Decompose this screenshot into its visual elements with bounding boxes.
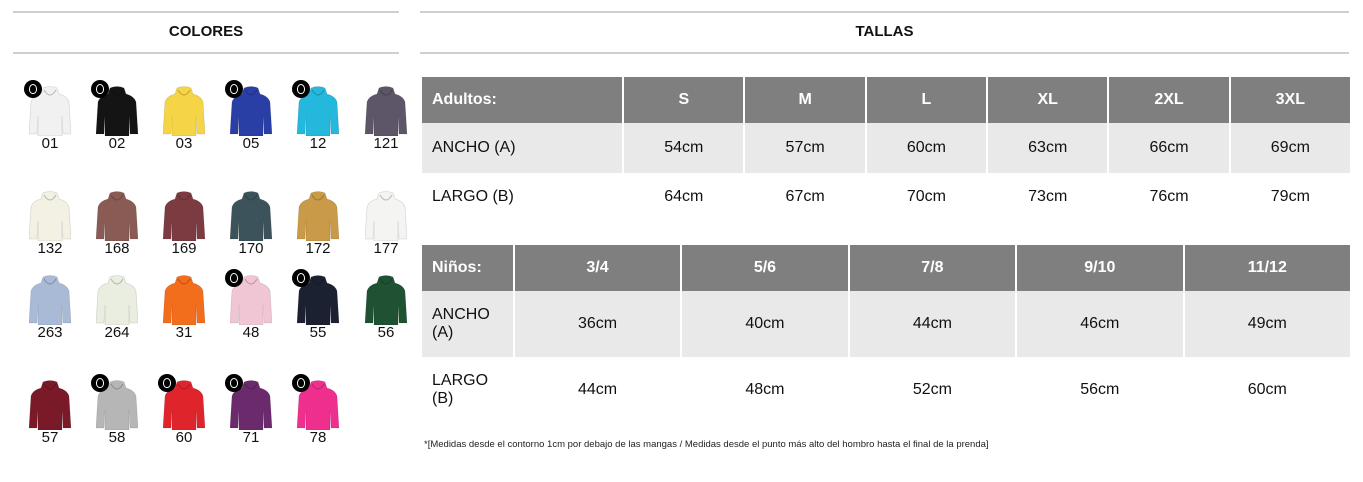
color-code: 58 [108, 429, 126, 446]
hoodie-icon [365, 275, 407, 325]
table-cell: 56cm [1080, 381, 1120, 398]
color-code: 03 [175, 135, 193, 152]
table-cell: 44cm [850, 291, 1015, 357]
color-swatch[interactable] [87, 269, 147, 349]
hoodie-icon [297, 191, 339, 241]
kids-size-badge-icon [225, 80, 243, 98]
kids-size-badge-icon [91, 80, 109, 98]
table-cell: 76cm [1149, 187, 1189, 205]
tallas-title: TALLAS [855, 23, 914, 40]
color-code: 12 [309, 135, 327, 152]
colores-top-rule [13, 11, 399, 13]
table-cell: 54cm [624, 123, 743, 173]
kids-size-7-8: 7/8 [850, 245, 1015, 291]
color-swatch[interactable] [288, 185, 348, 265]
color-code: 168 [104, 240, 130, 257]
table-cell: ANCHO (A) [422, 123, 622, 173]
table-cell: 49cm [1185, 291, 1350, 357]
kids-size-badge-icon [292, 80, 310, 98]
colores-bottom-rule [13, 52, 399, 54]
table-cell: LARGO (B) [432, 372, 489, 407]
table-cell: 73cm [1028, 187, 1068, 205]
kids-ancho-row [422, 291, 1350, 357]
color-code: 56 [377, 324, 395, 341]
color-code: 121 [373, 135, 399, 152]
kids-size-badge-icon [292, 269, 310, 287]
hoodie-icon [163, 86, 205, 136]
color-code: 170 [238, 240, 264, 257]
measurement-note: *[Medidas desde el contorno 1cm por debajo de las mangas / Medidas desde el punto más alto del hombro hasta el final de la prenda] [424, 439, 989, 450]
color-swatch[interactable] [288, 374, 348, 454]
kids-header-label: Niños: [422, 245, 513, 291]
adult-header-row [422, 77, 1350, 123]
hoodie-icon [29, 380, 71, 430]
kids-size-badge-icon [225, 269, 243, 287]
table-cell: 40cm [682, 291, 847, 357]
color-swatch[interactable] [356, 80, 416, 160]
color-swatch[interactable] [20, 269, 80, 349]
tallas-bottom-rule [420, 52, 1349, 54]
table-cell: 48cm [745, 381, 785, 398]
adult-header-label: Adultos: [422, 77, 622, 123]
table-cell: 63cm [988, 123, 1107, 173]
color-swatch[interactable] [221, 185, 281, 265]
table-cell: 46cm [1017, 291, 1182, 357]
adult-size-2xl: 2XL [1109, 77, 1228, 123]
color-code: 169 [171, 240, 197, 257]
color-code: 57 [41, 429, 59, 446]
kids-header-row [422, 245, 1350, 291]
kids-size-badge-icon [292, 374, 310, 392]
color-swatch[interactable] [87, 80, 147, 160]
color-swatch[interactable] [154, 80, 214, 160]
kids-largo-row [422, 357, 1350, 423]
color-swatch[interactable] [288, 80, 348, 160]
color-code: 263 [37, 324, 63, 341]
table-cell: 36cm [515, 291, 680, 357]
color-code: 01 [41, 135, 59, 152]
color-swatch[interactable] [356, 185, 416, 265]
table-cell: LARGO (B) [432, 187, 514, 205]
hoodie-icon [365, 191, 407, 241]
table-cell: 52cm [912, 381, 952, 398]
color-code: 05 [242, 135, 260, 152]
color-code: 02 [108, 135, 126, 152]
tallas-top-rule [420, 11, 1349, 13]
color-code: 177 [373, 240, 399, 257]
hoodie-icon [230, 191, 272, 241]
color-code: 71 [242, 429, 260, 446]
color-swatch[interactable] [154, 269, 214, 349]
color-swatch[interactable] [221, 80, 281, 160]
color-swatch[interactable] [221, 269, 281, 349]
color-code: 55 [309, 324, 327, 341]
adult-size-3xl: 3XL [1231, 77, 1350, 123]
kids-size-9-10: 9/10 [1017, 245, 1182, 291]
hoodie-icon [163, 191, 205, 241]
color-swatch[interactable] [356, 269, 416, 349]
hoodie-icon [365, 86, 407, 136]
hoodie-icon [96, 275, 138, 325]
kids-size-5-6: 5/6 [682, 245, 847, 291]
kids-size-badge-icon [158, 374, 176, 392]
color-swatch[interactable] [87, 185, 147, 265]
color-swatch[interactable] [87, 374, 147, 454]
color-code: 48 [242, 324, 260, 341]
color-code: 172 [305, 240, 331, 257]
color-swatch[interactable] [288, 269, 348, 349]
table-cell: 69cm [1231, 123, 1350, 173]
table-cell: 64cm [664, 187, 704, 205]
color-code: 132 [37, 240, 63, 257]
adult-largo-row [422, 173, 1350, 220]
color-swatch[interactable] [221, 374, 281, 454]
color-code: 60 [175, 429, 193, 446]
color-swatch[interactable] [20, 185, 80, 265]
color-swatch[interactable] [20, 80, 80, 160]
adult-ancho-row [422, 123, 1350, 173]
adult-size-s: S [624, 77, 743, 123]
hoodie-icon [96, 191, 138, 241]
table-cell: 57cm [745, 123, 864, 173]
table-cell: 70cm [906, 187, 946, 205]
colores-title: COLORES [168, 23, 244, 40]
kids-size-11-12: 11/12 [1185, 245, 1350, 291]
adult-size-table [420, 77, 1352, 220]
hoodie-icon [163, 275, 205, 325]
kids-size-badge-icon [225, 374, 243, 392]
adult-size-xl: XL [988, 77, 1107, 123]
hoodie-icon [29, 191, 71, 241]
table-cell: 60cm [867, 123, 986, 173]
color-swatch[interactable] [20, 374, 80, 454]
hoodie-icon [29, 275, 71, 325]
kids-size-table [420, 245, 1352, 423]
color-code: 264 [104, 324, 130, 341]
color-swatch[interactable] [154, 185, 214, 265]
table-cell: 79cm [1270, 187, 1310, 205]
color-code: 31 [175, 324, 193, 341]
table-cell: 44cm [577, 381, 618, 398]
kids-size-3-4: 3/4 [515, 245, 680, 291]
adult-size-m: M [745, 77, 864, 123]
kids-size-badge-icon [91, 374, 109, 392]
color-code: 78 [309, 429, 327, 446]
table-cell: 60cm [1247, 381, 1287, 398]
kids-size-badge-icon [24, 80, 42, 98]
table-cell: ANCHO (A) [422, 291, 513, 357]
color-swatch[interactable] [154, 374, 214, 454]
table-cell: 67cm [785, 187, 825, 205]
table-cell: 66cm [1109, 123, 1228, 173]
adult-size-l: L [867, 77, 986, 123]
